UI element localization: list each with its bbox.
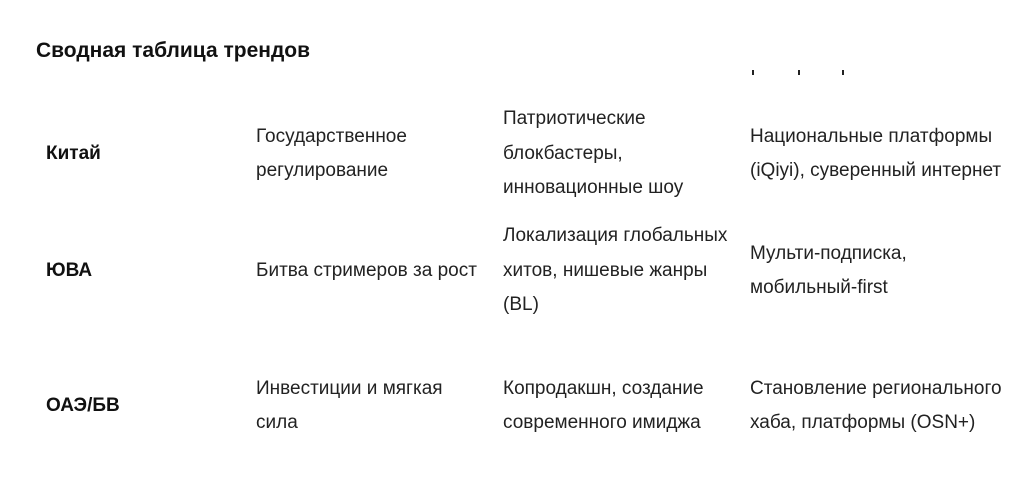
table-row bbox=[0, 219, 1024, 323]
driver-cell bbox=[256, 102, 486, 206]
header-marks bbox=[748, 70, 848, 82]
region-label: ОАЭ/БВ bbox=[46, 394, 120, 416]
header-mark bbox=[842, 70, 844, 75]
platform-text: Национальные платформы (iQiyi), суверенный интернет bbox=[750, 125, 1002, 181]
region-cell bbox=[46, 102, 236, 206]
platform-cell bbox=[750, 336, 1010, 476]
platform-cell bbox=[750, 102, 1010, 206]
header-mark bbox=[752, 70, 754, 75]
region-cell bbox=[46, 219, 236, 323]
region-label: ЮВА bbox=[46, 259, 93, 281]
header-mark bbox=[798, 70, 800, 75]
driver-text: Битва стримеров за рост bbox=[256, 259, 477, 281]
content-cell bbox=[503, 336, 733, 476]
page-title: Сводная таблица трендов bbox=[36, 39, 311, 62]
table-row bbox=[0, 102, 1024, 206]
driver-cell bbox=[256, 219, 486, 323]
content-text: Копродакшн, создание современного имиджа bbox=[503, 377, 704, 433]
platform-text: Становление регионального хаба, платформы (OSN+) bbox=[750, 377, 1002, 433]
platform-cell bbox=[750, 219, 1010, 323]
content-text: Локализация глобальных хитов, нишевые жанры (BL) bbox=[503, 225, 728, 316]
driver-text: Государственное регулирование bbox=[256, 125, 407, 181]
driver-text: Инвестиции и мягкая сила bbox=[256, 377, 443, 433]
content-text: Патриотические блокбастеры, инновационные шоу bbox=[503, 108, 684, 199]
driver-cell bbox=[256, 336, 486, 476]
platform-text: Мульти-подписка, мобильный-first bbox=[750, 242, 907, 298]
table-row bbox=[0, 336, 1024, 476]
region-label: Китай bbox=[46, 142, 101, 164]
content-cell bbox=[503, 219, 733, 323]
content-cell bbox=[503, 102, 733, 206]
region-cell bbox=[46, 336, 236, 476]
